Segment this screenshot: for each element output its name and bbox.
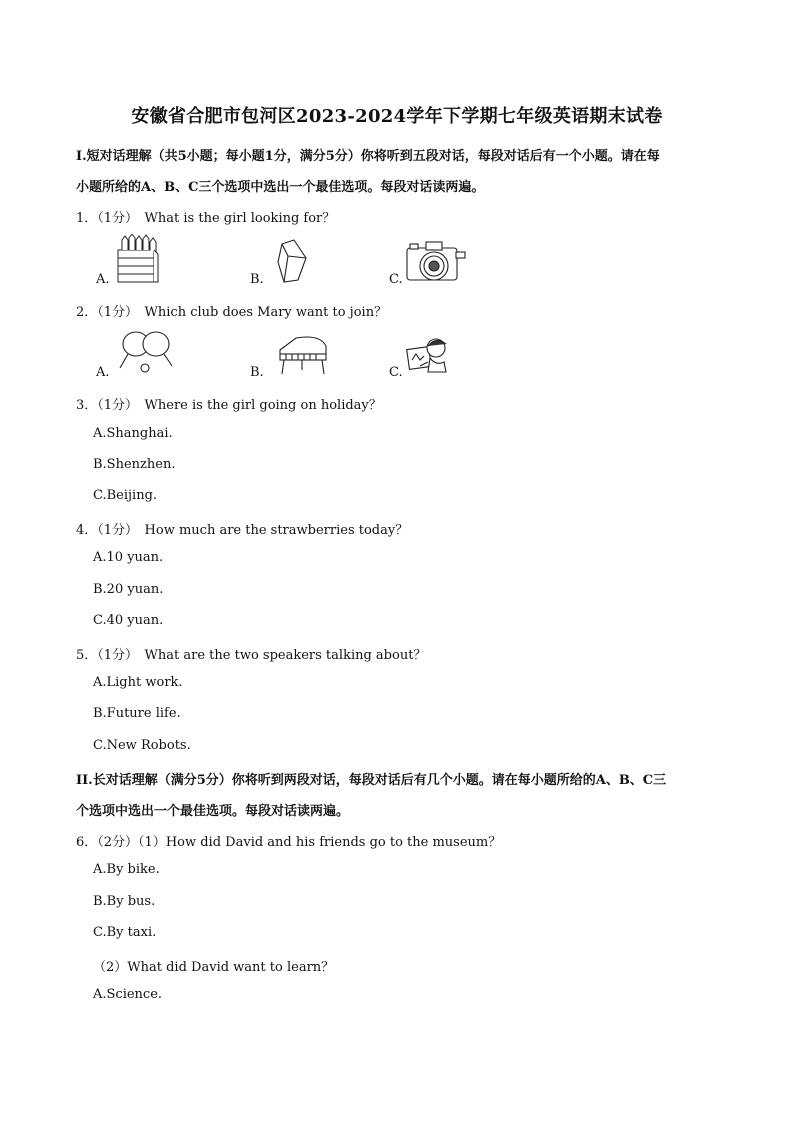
q2-option-a-label: A.: [96, 365, 110, 380]
section1-heading-line2: 小题所给的A、B、C三个选项中选出一个最佳选项。每段对话读两遍。: [76, 180, 485, 195]
q3-option-a: A.Shanghai.: [93, 426, 173, 441]
q6-stem: 6．（2分）（1）How did David and his friends go to the museum？: [76, 835, 502, 850]
q6-option-c: C.By taxi.: [93, 925, 157, 940]
eraser-icon: [276, 238, 310, 284]
q5-option-b: B.Future life.: [93, 706, 181, 721]
q6-sub2-stem: （2）What did David want to learn？: [93, 960, 335, 975]
q4-option-b: B.20 yuan.: [93, 582, 164, 597]
q5-stem: 5．（1分） What are the two speakers talking about？: [76, 648, 427, 663]
q2-stem: 2．（1分） Which club does Mary want to join？: [76, 305, 388, 320]
q2-option-b-label: B.: [250, 365, 264, 380]
camera-icon: [404, 238, 468, 284]
q3-stem: 3．（1分） Where is the girl going on holiday？: [76, 398, 382, 413]
crayons-box-icon: [114, 234, 160, 284]
q1-option-b-label: B.: [250, 272, 264, 287]
q2-option-c-label: C.: [389, 365, 403, 380]
q1-option-a-label: A.: [96, 272, 110, 287]
q3-option-b: B.Shenzhen.: [93, 457, 176, 472]
q6-option-a: A.By bike.: [93, 862, 160, 877]
page-title: 安徽省合肥市包河区2023-2024学年下学期七年级英语期末试卷: [131, 106, 663, 127]
section1-heading-line1: I.短对话理解（共5小题；每小题1分，满分5分）你将听到五段对话，每段对话后有一个小题。请在每: [76, 149, 660, 164]
section2-heading-line2: 个选项中选出一个最佳选项。每段对话读两遍。: [76, 804, 350, 819]
ping-pong-icon: [118, 328, 176, 374]
painting-icon: [406, 336, 450, 376]
q4-option-c: C.40 yuan.: [93, 613, 164, 628]
q5-option-a: A.Light work.: [93, 675, 183, 690]
q6-sub2-option-a: A.Science.: [93, 987, 163, 1002]
q1-option-c-label: C.: [389, 272, 403, 287]
section2-heading-line1: II.长对话理解（满分5分）你将听到两段对话，每段对话后有几个小题。请在每小题所给的A、B、C三: [76, 773, 667, 788]
q6-option-b: B.By bus.: [93, 894, 156, 909]
q5-option-c: C.New Robots.: [93, 738, 191, 753]
piano-icon: [276, 336, 330, 376]
q4-stem: 4．（1分） How much are the strawberries today？: [76, 523, 409, 538]
q1-stem: 1．（1分） What is the girl looking for？: [76, 211, 336, 226]
q4-option-a: A.10 yuan.: [93, 550, 164, 565]
q3-option-c: C.Beijing.: [93, 488, 158, 503]
